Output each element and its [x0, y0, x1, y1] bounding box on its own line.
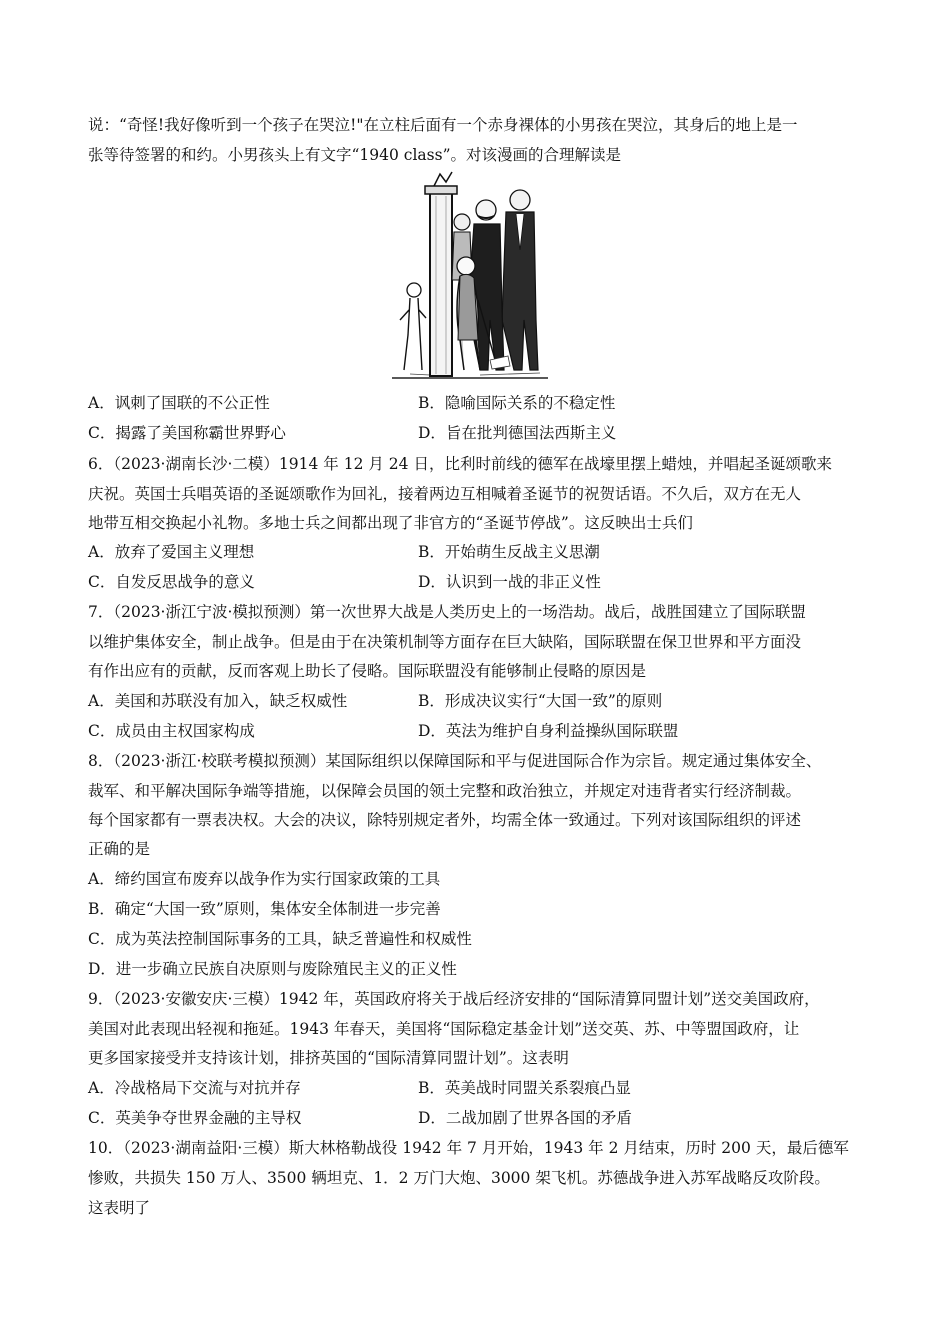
- q6-stem-line-1: 6．（2023·湖南长沙·二模）1914 年 12 月 24 日，比利时前线的德军在战壕里摆上蜡烛，并唱起圣诞颂歌来: [88, 455, 832, 473]
- cartoon-image: [390, 170, 550, 385]
- q7-stem-line-3: 有作出应有的贡献，反而客观上助长了侵略。国际联盟没有能够制止侵略的原因是: [88, 662, 647, 680]
- q9-option-a[interactable]: A．冷战格局下交流与对抗并存: [88, 1079, 301, 1097]
- q10-stem-line-3: 这表明了: [88, 1199, 151, 1217]
- q10-stem-line-2: 惨败，共损失 150 万人、3500 辆坦克、1．2 万门大炮、3000 架飞机。苏德战争进入苏军战略反攻阶段。: [88, 1169, 830, 1187]
- q8-stem-line-4: 正确的是: [88, 840, 151, 858]
- q8-stem-line-1: 8．（2023·浙江·校联考模拟预测）某国际组织以保障国际和平与促进国际合作为宗旨。规定通过集体安全、: [88, 752, 822, 770]
- q5-option-c[interactable]: C．揭露了美国称霸世界野心: [88, 424, 286, 442]
- q5-stem-line-1: 说：“奇怪!我好像听到一个孩子在哭泣!"在立柱后面有一个赤身裸体的小男孩在哭泣，其身后的地上是一: [88, 116, 798, 134]
- q7-option-a[interactable]: A．美国和苏联没有加入，缺乏权威性: [88, 692, 348, 710]
- q6-option-c[interactable]: C．自发反思战争的意义: [88, 573, 255, 591]
- q10-stem-line-1: 10．（2023·湖南益阳·三模）斯大林格勒战役 1942 年 7 月开始，1943 年 2 月结束，历时 200 天，最后德军: [88, 1139, 849, 1157]
- q6-stem-line-2: 庆祝。英国士兵唱英语的圣诞颂歌作为回礼，接着两边互相喊着圣诞节的祝贺话语。不久后，双方在无人: [88, 485, 802, 503]
- q6-option-d[interactable]: D．认识到一战的非正义性: [418, 573, 601, 591]
- q5-stem-line-2: 张等待签署的和约。小男孩头上有文字“1940 class”。对该漫画的合理解读是: [88, 146, 622, 164]
- q5-option-b[interactable]: B．隐喻国际关系的不稳定性: [418, 394, 616, 412]
- q9-option-b[interactable]: B．英美战时同盟关系裂痕凸显: [418, 1079, 631, 1097]
- q8-stem-line-2: 裁军、和平解决国际争端等措施，以保障会员国的领土完整和政治独立，并规定对违背者实行经济制裁。: [88, 782, 802, 800]
- q7-stem-line-2: 以维护集体安全，制止战争。但是由于在决策机制等方面存在巨大缺陷，国际联盟在保卫世界和平方面没: [88, 633, 802, 651]
- q8-option-c[interactable]: C．成为英法控制国际事务的工具，缺乏普遍性和权威性: [88, 930, 472, 948]
- q9-option-c[interactable]: C．英美争夺世界金融的主导权: [88, 1109, 302, 1127]
- q7-option-c[interactable]: C．成员由主权国家构成: [88, 722, 255, 740]
- q7-option-b[interactable]: B．形成决议实行“大国一致”的原则: [418, 692, 663, 710]
- q7-stem-line-1: 7．（2023·浙江宁波·模拟预测）第一次世界大战是人类历史上的一场浩劫。战后，战胜国建立了国际联盟: [88, 603, 806, 621]
- q9-stem-line-1: 9．（2023·安徽安庆·三模）1942 年，英国政府将关于战后经济安排的“国际清算同盟计划”送交美国政府，: [88, 990, 820, 1008]
- q8-option-d[interactable]: D．进一步确立民族自决原则与废除殖民主义的正义性: [88, 960, 457, 978]
- q6-option-a[interactable]: A．放弃了爱国主义理想: [88, 543, 255, 561]
- q5-option-d[interactable]: D．旨在批判德国法西斯主义: [418, 424, 617, 442]
- q8-option-b[interactable]: B．确定“大国一致”原则，集体安全体制进一步完善: [88, 900, 441, 918]
- q6-option-b[interactable]: B．开始萌生反战主义思潮: [418, 543, 600, 561]
- q9-stem-line-2: 美国对此表现出轻视和拖延。1943 年春天，美国将“国际稳定基金计划”送交英、苏、中等盟国政府，让: [88, 1020, 800, 1038]
- q9-stem-line-3: 更多国家接受并支持该计划，排挤英国的“国际清算同盟计划”。这表明: [88, 1049, 569, 1067]
- q8-stem-line-3: 每个国家都有一票表决权。大会的决议，除特别规定者外，均需全体一致通过。下列对该国际组织的评述: [88, 811, 802, 829]
- q6-stem-line-3: 地带互相交换起小礼物。多地士兵之间都出现了非官方的“圣诞节停战”。这反映出士兵们: [88, 514, 693, 532]
- q7-option-d[interactable]: D．英法为维护自身利益操纵国际联盟: [418, 722, 679, 740]
- q5-option-a[interactable]: A．讽刺了国联的不公正性: [88, 394, 270, 412]
- q8-option-a[interactable]: A．缔约国宣布废弃以战争作为实行国家政策的工具: [88, 870, 441, 888]
- q9-option-d[interactable]: D．二战加剧了世界各国的矛盾: [418, 1109, 632, 1127]
